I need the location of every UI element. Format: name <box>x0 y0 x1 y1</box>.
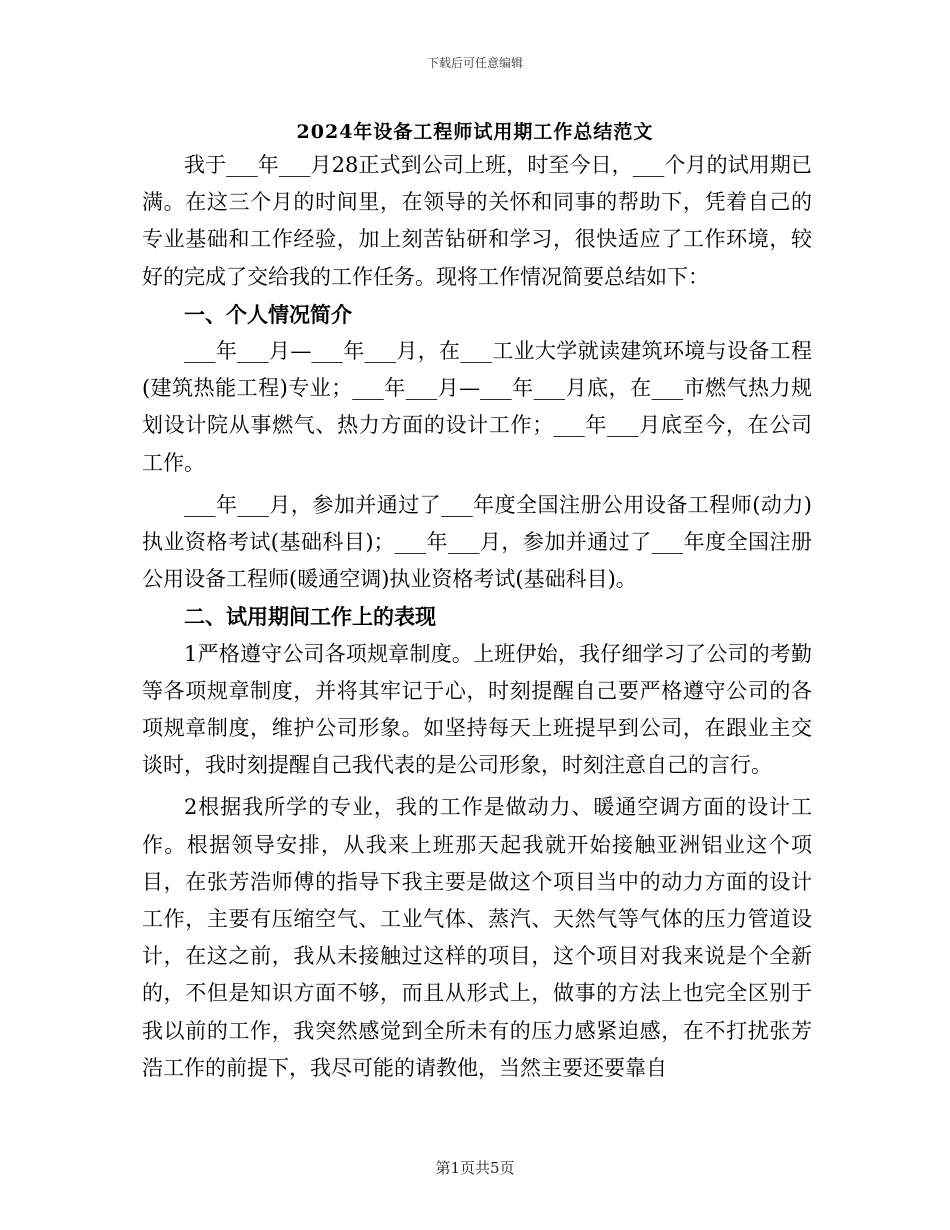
section-heading-1: 一、个人情况简介 <box>184 301 352 327</box>
section-heading-2: 二、试用期间工作上的表现 <box>184 604 436 630</box>
paragraph-education: ___年___月—___年___月，在___工业大学就读建筑环境与设备工程(建筑热能工程)专业；___年___月—___年___月底，在___市燃气热力规划设计院从事燃气、热力方面的设计工作；___年___月底至今，在公司工作。 <box>142 339 812 475</box>
paragraph-rules: 1严格遵守公司各项规章制度。上班伊始，我仔细学习了公司的考勤等各项规章制度，并将其牢记于心，时刻提醒自己要严格遵守公司的各项规章制度，维护公司形象。如坚持每天上班提早到公司，在跟业主交谈时，我时刻提醒自己我代表的是公司形象，时刻注意自己的言行。 <box>142 641 812 778</box>
document-title: 2024年设备工程师试用期工作总结范文 <box>296 121 654 143</box>
paragraph-certification: ___年___月，参加并通过了___年度全国注册公用设备工程师(动力)执业资格考试(基础科目)；___年___月，参加并通过了___年度全国注册公用设备工程师(暖通空调)执业资格考试(基础科目)。 <box>142 492 812 592</box>
paragraph-work: 2根据我所学的专业，我的工作是做动力、暖通空调方面的设计工作。根据领导安排，从我来上班那天起我就开始接触亚洲铝业这个项目，在张芳浩师傅的指导下我主要是做这个项目当中的动力方面的设计工作，主要有压缩空气、工业气体、蒸汽、天然气等气体的压力管道设计，在这之前，我从未接触过这样的项目，这个项目对我来说是个全新的，不但是知识方面不够，而且从形式上，做事的方法上也完全区别于我以前的工作，我突然感觉到全所未有的压力感紧迫感，在不打扰张芳浩工作的前提下，我尽可能的请教他，当然主要还要靠自 <box>142 795 812 1080</box>
page-number: 第1页共5页 <box>435 1159 515 1177</box>
document-body <box>142 147 812 1087</box>
paragraph-intro: 我于___年___月28正式到公司上班，时至今日，___个月的试用期已满。在这三个月的时间里，在领导的关怀和同事的帮助下，凭着自己的专业基础和工作经验，加上刻苦钻研和学习，很快适应了工作环境，较好的完成了交给我的工作任务。现将工作情况简要总结如下： <box>142 153 812 289</box>
header-note: 下载后可任意编辑 <box>426 56 523 70</box>
